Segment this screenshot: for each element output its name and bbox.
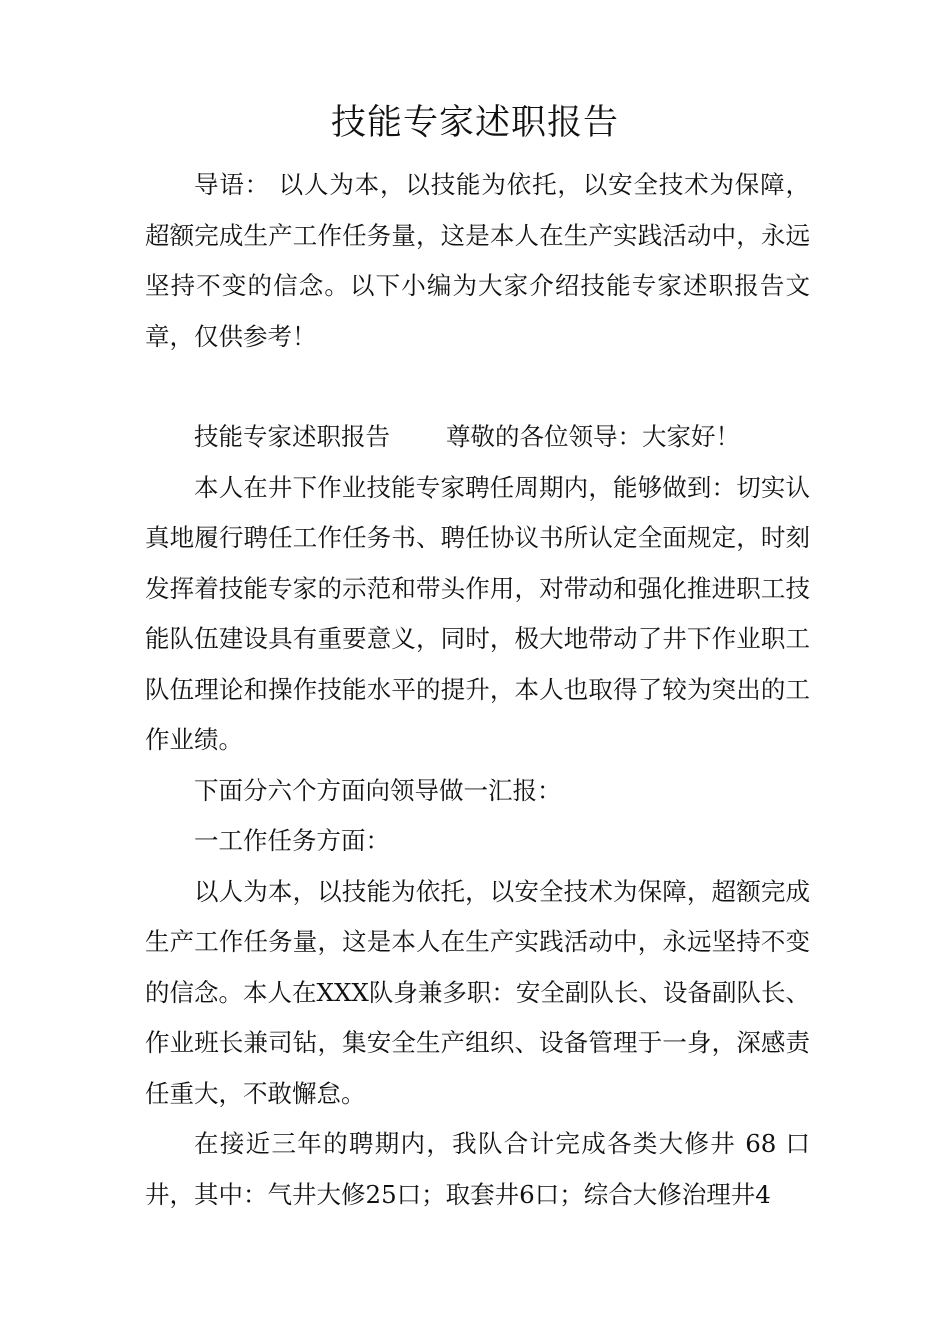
heading-greeting: 尊敬的各位领导：大家好！	[446, 422, 740, 451]
body-paragraph: 在接近三年的聘期内，我队合计完成各类大修井 68 口井，其中：气井大修25口；取套井6口；综合大修治理井4	[145, 1129, 810, 1209]
document-body	[145, 160, 810, 1220]
heading-line	[145, 412, 810, 463]
heading-title: 技能专家述职报告	[194, 422, 390, 451]
document-title: 技能专家述职报告	[330, 103, 619, 143]
section-heading: 一工作任务方面：	[194, 826, 390, 855]
intro-paragraph: 导语： 以人为本，以技能为依托，以安全技术为保障，超额完成生产工作任务量，这是本人在生产实践活动中，永远坚持不变的信念。以下小编为大家介绍技能专家述职报告文章，仅供参考！	[145, 170, 810, 351]
body-paragraph: 以人为本，以技能为依托，以安全技术为保障，超额完成生产工作任务量，这是本人在生产实践活动中，永远坚持不变的信念。本人在XXX队身兼多职：安全副队长、设备副队长、作业班长兼司钻，集安全生产组织、设备管理于一身，深感责任重大，不敢懈怠。	[145, 876, 810, 1108]
body-paragraph: 本人在井下作业技能专家聘任周期内，能够做到：切实认真地履行聘任工作任务书、聘任协议书所认定全面规定，时刻发挥着技能专家的示范和带头作用，对带动和强化推进职工技能队伍建设具有重要意义，同时，极大地带动了井下作业职工队伍理论和操作技能水平的提升，本人也取得了较为突出的工作业绩。	[145, 472, 810, 754]
body-paragraph: 下面分六个方面向领导做一汇报：	[194, 775, 562, 805]
